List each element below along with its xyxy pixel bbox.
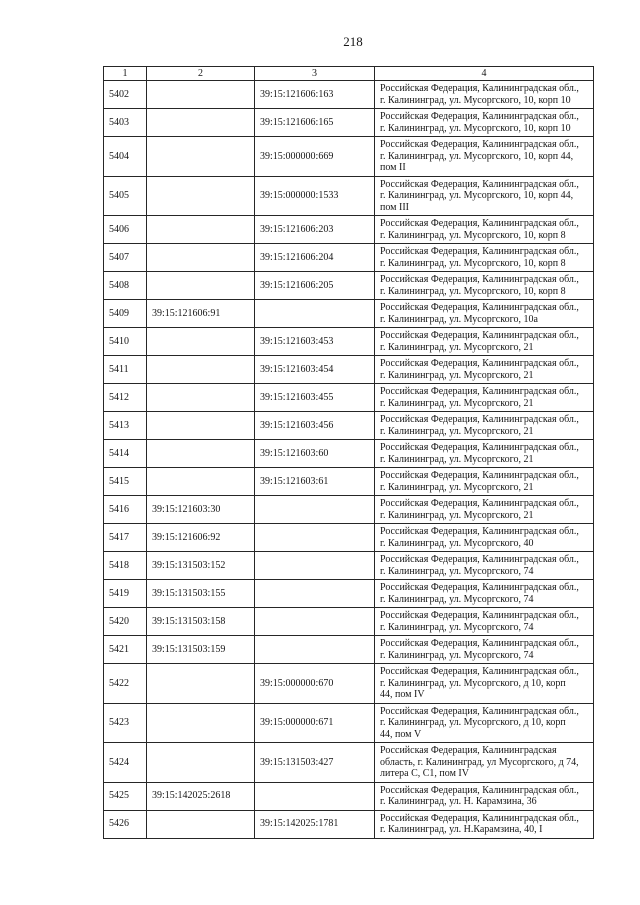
- registry-table: [103, 66, 594, 839]
- address-cell: Российская Федерация, Калининградская обл., г. Калининград, ул. Мусоргского, д 10, корп 44, пом IV: [375, 664, 594, 704]
- address-cell: Российская Федерация, Калининградская обл., г. Калининград, ул. Мусоргского, 10, корп 8: [375, 216, 594, 244]
- row-number-cell: 5404: [104, 137, 147, 177]
- col2-cadastral-cell: [147, 384, 255, 412]
- col3-cadastral-cell: [255, 636, 375, 664]
- row-number-cell: 5410: [104, 328, 147, 356]
- col2-cadastral-cell: 39:15:121606:92: [147, 524, 255, 552]
- col3-cadastral-cell: 39:15:121603:60: [255, 440, 375, 468]
- row-number-cell: 5411: [104, 356, 147, 384]
- col3-cadastral-cell: 39:15:121606:205: [255, 272, 375, 300]
- table-row: [104, 384, 594, 412]
- address-cell: Российская Федерация, Калининградская обл., г. Калининград, ул. Мусоргского, 10, корп 8: [375, 272, 594, 300]
- row-number-cell: 5406: [104, 216, 147, 244]
- table-row: [104, 664, 594, 704]
- col2-cadastral-cell: [147, 664, 255, 704]
- address-cell: Российская Федерация, Калининградская обл., г. Калининград, ул. Мусоргского, 10а: [375, 300, 594, 328]
- table-row: [104, 743, 594, 783]
- col3-cadastral-cell: [255, 524, 375, 552]
- table-row: [104, 496, 594, 524]
- table-row: [104, 636, 594, 664]
- col2-cadastral-cell: 39:15:131503:159: [147, 636, 255, 664]
- col2-cadastral-cell: [147, 810, 255, 838]
- table-row: [104, 244, 594, 272]
- col3-cadastral-cell: 39:15:121606:203: [255, 216, 375, 244]
- col2-cadastral-cell: [147, 244, 255, 272]
- row-number-cell: 5409: [104, 300, 147, 328]
- row-number-cell: 5403: [104, 109, 147, 137]
- col2-cadastral-cell: 39:15:121606:91: [147, 300, 255, 328]
- col2-cadastral-cell: [147, 137, 255, 177]
- col3-cadastral-cell: 39:15:131503:427: [255, 743, 375, 783]
- table-row: [104, 782, 594, 810]
- address-cell: Российская Федерация, Калининградская обл., г. Калининград, ул. Мусоргского, д 10, корп 44, пом V: [375, 703, 594, 743]
- table-row: [104, 608, 594, 636]
- table-header: [104, 67, 594, 81]
- col3-cadastral-cell: [255, 580, 375, 608]
- col3-cadastral-cell: 39:15:000000:1533: [255, 176, 375, 216]
- address-cell: Российская Федерация, Калининградская обл., г. Калининград, ул. Мусоргского, 21: [375, 328, 594, 356]
- col3-cadastral-cell: 39:15:121606:163: [255, 81, 375, 109]
- row-number-cell: 5414: [104, 440, 147, 468]
- address-cell: Российская Федерация, Калининградская обл., г. Калининград, ул. Мусоргского, 21: [375, 384, 594, 412]
- row-number-cell: 5418: [104, 552, 147, 580]
- row-number-cell: 5426: [104, 810, 147, 838]
- col2-cadastral-cell: [147, 743, 255, 783]
- col3-cadastral-cell: 39:15:121603:61: [255, 468, 375, 496]
- col2-cadastral-cell: [147, 81, 255, 109]
- col2-cadastral-cell: 39:15:121603:30: [147, 496, 255, 524]
- address-cell: Российская Федерация, Калининградская обл., г. Калининград, ул. Мусоргского, 21: [375, 412, 594, 440]
- col3-cadastral-cell: 39:15:142025:1781: [255, 810, 375, 838]
- address-cell: Российская Федерация, Калининградская обл., г. Калининград, ул. Мусоргского, 10, корп 44, пом II: [375, 137, 594, 177]
- table-row: [104, 440, 594, 468]
- address-cell: Российская Федерация, Калининградская обл., г. Калининград, ул. Мусоргского, 40: [375, 524, 594, 552]
- table-row: [104, 137, 594, 177]
- address-cell: Российская Федерация, Калининградская обл., г. Калининград, ул. Мусоргского, 74: [375, 636, 594, 664]
- table-body: [104, 81, 594, 839]
- col2-cadastral-cell: [147, 356, 255, 384]
- col3-cadastral-cell: 39:15:000000:670: [255, 664, 375, 704]
- row-number-cell: 5405: [104, 176, 147, 216]
- col2-cadastral-cell: [147, 272, 255, 300]
- col2-cadastral-cell: 39:15:142025:2618: [147, 782, 255, 810]
- row-number-cell: 5408: [104, 272, 147, 300]
- row-number-cell: 5407: [104, 244, 147, 272]
- address-cell: Российская Федерация, Калининградская обл., г. Калининград, ул. Н. Карамзина, 36: [375, 782, 594, 810]
- table-row: [104, 356, 594, 384]
- table-row: [104, 580, 594, 608]
- table-row: [104, 552, 594, 580]
- col2-cadastral-cell: [147, 216, 255, 244]
- col2-cadastral-cell: [147, 176, 255, 216]
- col3-cadastral-cell: 39:15:121603:456: [255, 412, 375, 440]
- col3-cadastral-cell: 39:15:121606:204: [255, 244, 375, 272]
- row-number-cell: 5417: [104, 524, 147, 552]
- row-number-cell: 5419: [104, 580, 147, 608]
- table-row: [104, 468, 594, 496]
- row-number-cell: 5425: [104, 782, 147, 810]
- col3-cadastral-cell: 39:15:000000:669: [255, 137, 375, 177]
- row-number-cell: 5412: [104, 384, 147, 412]
- address-cell: Российская Федерация, Калининградская обл., г. Калининград, ул. Мусоргского, 74: [375, 580, 594, 608]
- address-cell: Российская Федерация, Калининградская область, г. Калининград, ул Мусоргского, д 74, литера С, С1, пом IV: [375, 743, 594, 783]
- col2-cadastral-cell: [147, 440, 255, 468]
- col3-cadastral-cell: [255, 782, 375, 810]
- page-number: 218: [343, 34, 363, 49]
- col2-cadastral-cell: [147, 468, 255, 496]
- col3-cadastral-cell: [255, 552, 375, 580]
- table-row: [104, 176, 594, 216]
- col3-cadastral-cell: 39:15:121603:454: [255, 356, 375, 384]
- table-row: [104, 524, 594, 552]
- address-cell: Российская Федерация, Калининградская обл., г. Калининград, ул. Мусоргского, 21: [375, 356, 594, 384]
- address-cell: Российская Федерация, Калининградская обл., г. Калининград, ул. Мусоргского, 74: [375, 552, 594, 580]
- table-row: [104, 81, 594, 109]
- address-cell: Российская Федерация, Калининградская обл., г. Калининград, ул. Мусоргского, 10, корп 10: [375, 81, 594, 109]
- row-number-cell: 5421: [104, 636, 147, 664]
- col2-cadastral-cell: 39:15:131503:158: [147, 608, 255, 636]
- header-col-4: 4: [375, 67, 594, 81]
- col3-cadastral-cell: 39:15:000000:671: [255, 703, 375, 743]
- table-row: [104, 300, 594, 328]
- header-row: [104, 67, 594, 81]
- table-row: [104, 328, 594, 356]
- row-number-cell: 5423: [104, 703, 147, 743]
- address-cell: Российская Федерация, Калининградская обл., г. Калининград, ул. Мусоргского, 21: [375, 440, 594, 468]
- col2-cadastral-cell: [147, 412, 255, 440]
- col2-cadastral-cell: 39:15:131503:152: [147, 552, 255, 580]
- table-row: [104, 272, 594, 300]
- table-row: [104, 703, 594, 743]
- table-row: [104, 109, 594, 137]
- address-cell: Российская Федерация, Калининградская обл., г. Калининград, ул. Мусоргского, 74: [375, 608, 594, 636]
- col3-cadastral-cell: [255, 496, 375, 524]
- address-cell: Российская Федерация, Калининградская обл., г. Калининград, ул. Н.Карамзина, 40, I: [375, 810, 594, 838]
- col2-cadastral-cell: 39:15:131503:155: [147, 580, 255, 608]
- address-cell: Российская Федерация, Калининградская обл., г. Калининград, ул. Мусоргского, 10, корп 44, пом III: [375, 176, 594, 216]
- table-row: [104, 216, 594, 244]
- header-col-1: 1: [104, 67, 147, 81]
- row-number-cell: 5424: [104, 743, 147, 783]
- col2-cadastral-cell: [147, 109, 255, 137]
- address-cell: Российская Федерация, Калининградская обл., г. Калининград, ул. Мусоргского, 21: [375, 468, 594, 496]
- col3-cadastral-cell: [255, 300, 375, 328]
- row-number-cell: 5422: [104, 664, 147, 704]
- col3-cadastral-cell: 39:15:121603:455: [255, 384, 375, 412]
- address-cell: Российская Федерация, Калининградская обл., г. Калининград, ул. Мусоргского, 21: [375, 496, 594, 524]
- address-cell: Российская Федерация, Калининградская обл., г. Калининград, ул. Мусоргского, 10, корп 10: [375, 109, 594, 137]
- row-number-cell: 5420: [104, 608, 147, 636]
- row-number-cell: 5416: [104, 496, 147, 524]
- address-cell: Российская Федерация, Калининградская обл., г. Калининград, ул. Мусоргского, 10, корп 8: [375, 244, 594, 272]
- col3-cadastral-cell: 39:15:121606:165: [255, 109, 375, 137]
- col2-cadastral-cell: [147, 703, 255, 743]
- row-number-cell: 5415: [104, 468, 147, 496]
- table-row: [104, 412, 594, 440]
- row-number-cell: 5413: [104, 412, 147, 440]
- header-col-2: 2: [147, 67, 255, 81]
- col3-cadastral-cell: [255, 608, 375, 636]
- col3-cadastral-cell: 39:15:121603:453: [255, 328, 375, 356]
- row-number-cell: 5402: [104, 81, 147, 109]
- header-col-3: 3: [255, 67, 375, 81]
- col2-cadastral-cell: [147, 328, 255, 356]
- table-row: [104, 810, 594, 838]
